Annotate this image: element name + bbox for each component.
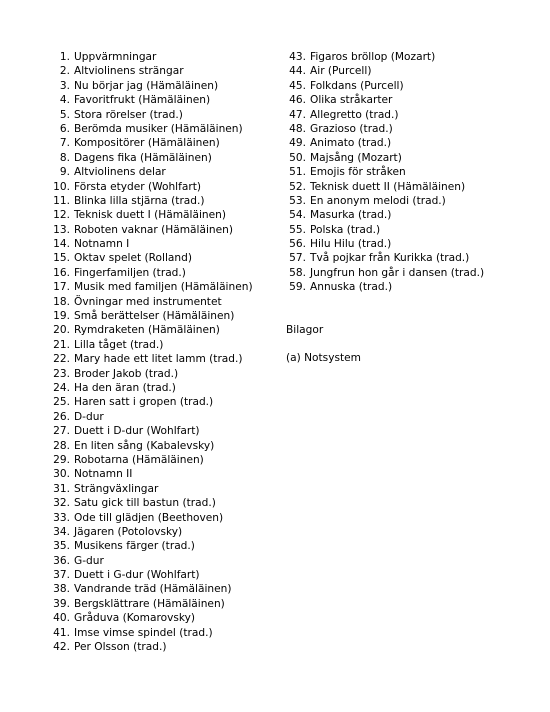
entry-title: Imse vimse spindel (trad.)	[74, 626, 213, 639]
contents-entry	[48, 266, 278, 280]
contents-entry	[48, 136, 278, 150]
contents-entry	[48, 280, 278, 294]
entry-title: Övningar med instrumentet	[74, 295, 222, 308]
contents-entry	[48, 424, 278, 438]
contents-entry	[284, 50, 544, 64]
entry-title: Bergsklättrare (Hämäläinen)	[74, 597, 225, 610]
entry-number: 36.	[53, 554, 70, 567]
entry-title: Dagens fika (Hämäläinen)	[74, 151, 212, 164]
entry-title: Roboten vaknar (Hämäläinen)	[74, 223, 234, 236]
entry-title: Emojis för stråken	[310, 166, 406, 179]
entry-title: Mary hade ett litet lamm (trad.)	[74, 353, 243, 366]
contents-entry	[48, 180, 278, 194]
entry-number: 31.	[53, 482, 70, 495]
entry-number: 35.	[53, 540, 70, 553]
entry-title: Nu börjar jag (Hämäläinen)	[74, 79, 219, 92]
entry-title: Gråduva (Komarovsky)	[74, 612, 196, 625]
entry-number: 21.	[53, 338, 70, 351]
entry-number: 5.	[59, 108, 70, 121]
entry-number: 54.	[289, 209, 306, 222]
contents-entry	[48, 338, 278, 352]
contents-entry	[48, 554, 278, 568]
entry-title: Två pojkar från Kurikka (trad.)	[310, 252, 470, 265]
contents-entry	[48, 208, 278, 222]
entry-number: 17.	[53, 281, 70, 294]
entry-number: 58.	[289, 266, 306, 279]
contents-entry	[48, 611, 278, 625]
entry-title: Olika stråkarter	[310, 94, 393, 107]
contents-entry	[48, 309, 278, 323]
contents-entry	[284, 266, 544, 280]
contents-entry	[284, 165, 544, 179]
entry-title: G-dur	[74, 554, 104, 567]
entry-number: 38.	[53, 583, 70, 596]
contents-entry	[48, 439, 278, 453]
entry-title: Teknisk duett II (Hämäläinen)	[310, 180, 466, 193]
entry-number: 27.	[53, 425, 70, 438]
entry-title: Per Olsson (trad.)	[74, 641, 167, 654]
entry-number: 19.	[53, 310, 70, 323]
entry-title: Broder Jakob (trad.)	[74, 367, 179, 380]
entry-number: 14.	[53, 238, 70, 251]
entry-title: Notnamn II	[74, 468, 133, 481]
entry-title: Satu gick till bastun (trad.)	[74, 497, 216, 510]
entry-title: Första etyder (Wohlfart)	[74, 180, 201, 193]
contents-entry	[48, 194, 278, 208]
contents-entry	[48, 323, 278, 337]
entry-title: Blinka lilla stjärna (trad.)	[74, 194, 205, 207]
contents-entry	[48, 251, 278, 265]
contents-entry	[48, 395, 278, 409]
contents-list-left	[48, 50, 278, 654]
contents-entry	[48, 410, 278, 424]
entry-title: Robotarna (Hämäläinen)	[74, 453, 204, 466]
entry-number: 37.	[53, 569, 70, 582]
entry-number: 2.	[59, 65, 70, 78]
contents-entry	[284, 208, 544, 222]
contents-entry	[48, 64, 278, 78]
entry-number: 13.	[53, 223, 70, 236]
entry-number: 10.	[53, 180, 70, 193]
entry-number: 33.	[53, 511, 70, 524]
contents-entry	[284, 122, 544, 136]
entry-title: Ha den äran (trad.)	[74, 381, 176, 394]
entry-title: Air (Purcell)	[310, 65, 372, 78]
contents-entry	[48, 367, 278, 381]
contents-entry	[48, 223, 278, 237]
entry-number: 42.	[53, 641, 70, 654]
contents-entry	[284, 237, 544, 251]
entry-number: 49.	[289, 137, 306, 150]
contents-entry	[284, 223, 544, 237]
contents-entry	[48, 525, 278, 539]
entry-title: Folkdans (Purcell)	[310, 79, 404, 92]
contents-entry	[284, 280, 544, 294]
entry-number: 43.	[289, 51, 306, 63]
contents-entry	[48, 482, 278, 496]
contents-entry	[48, 50, 278, 64]
entry-number: 7.	[59, 137, 70, 150]
entry-number: 52.	[289, 180, 306, 193]
entry-title: Oktav spelet (Rolland)	[74, 252, 192, 265]
entry-title: Berömda musiker (Hämäläinen)	[74, 122, 243, 135]
entry-title: Haren satt i gropen (trad.)	[74, 396, 214, 409]
contents-entry	[48, 582, 278, 596]
contents-entry	[48, 568, 278, 582]
entry-title: Jägaren (Potolovsky)	[74, 525, 183, 538]
entry-title: Polska (trad.)	[310, 223, 381, 236]
contents-entry	[48, 539, 278, 553]
entry-number: 6.	[59, 122, 70, 135]
contents-entry	[48, 352, 278, 366]
contents-entry	[48, 237, 278, 251]
entry-number: 24.	[53, 381, 70, 394]
entry-number: 46.	[289, 94, 306, 107]
entry-title: Masurka (trad.)	[310, 209, 392, 222]
appendix-heading: Bilagor	[286, 324, 324, 336]
contents-entry	[284, 93, 544, 107]
entry-number: 28.	[53, 439, 70, 452]
entry-number: 9.	[59, 166, 70, 179]
entry-number: 12.	[53, 209, 70, 222]
entry-number: 3.	[59, 79, 70, 92]
entry-title: Strängväxlingar	[74, 482, 159, 495]
entry-number: 20.	[53, 324, 70, 337]
entry-title: En liten sång (Kabalevsky)	[74, 439, 215, 452]
contents-entry	[48, 93, 278, 107]
appendix-item: (a) Notsystem	[286, 352, 361, 364]
entry-title: Kompositörer (Hämäläinen)	[74, 137, 220, 150]
entry-number: 25.	[53, 396, 70, 409]
contents-entry	[48, 122, 278, 136]
entry-number: 47.	[289, 108, 306, 121]
entry-title: Vandrande träd (Hämäläinen)	[74, 583, 232, 596]
entry-number: 41.	[53, 626, 70, 639]
entry-title: Stora rörelser (trad.)	[74, 108, 183, 121]
entry-title: Fingerfamiljen (trad.)	[74, 266, 186, 279]
entry-number: 53.	[289, 194, 306, 207]
entry-number: 15.	[53, 252, 70, 265]
contents-entry	[48, 165, 278, 179]
contents-entry	[48, 511, 278, 525]
entry-title: Rymdraketen (Hämäläinen)	[74, 324, 220, 337]
contents-entry	[48, 151, 278, 165]
entry-title: Duett i G-dur (Wohlfart)	[74, 569, 200, 582]
entry-title: Musikens färger (trad.)	[74, 540, 195, 553]
contents-entry	[284, 151, 544, 165]
entry-title: Annuska (trad.)	[310, 281, 393, 294]
entry-title: Hilu Hilu (trad.)	[310, 238, 392, 251]
entry-title: Grazioso (trad.)	[310, 122, 393, 135]
entry-number: 51.	[289, 166, 306, 179]
entry-number: 44.	[289, 65, 306, 78]
entry-title: Uppvärmningar	[74, 51, 157, 63]
contents-entry	[284, 79, 544, 93]
entry-number: 40.	[53, 612, 70, 625]
entry-title: Teknisk duett I (Hämäläinen)	[74, 209, 226, 222]
contents-entry	[48, 640, 278, 654]
entry-title: Lilla tåget (trad.)	[74, 338, 164, 351]
entry-title: En anonym melodi (trad.)	[310, 194, 446, 207]
contents-entry	[48, 453, 278, 467]
entry-title: Allegretto (trad.)	[310, 108, 399, 121]
entry-title: Små berättelser (Hämäläinen)	[74, 310, 235, 323]
entry-title: Duett i D-dur (Wohlfart)	[74, 425, 200, 438]
entry-title: Majsång (Mozart)	[310, 151, 402, 164]
entry-title: Figaros bröllop (Mozart)	[310, 51, 436, 63]
contents-entry	[48, 597, 278, 611]
entry-number: 1.	[59, 51, 70, 63]
entry-title: Musik med familjen (Hämäläinen)	[74, 281, 253, 294]
entry-number: 22.	[53, 353, 70, 366]
entry-number: 39.	[53, 597, 70, 610]
contents-entry	[284, 251, 544, 265]
entry-number: 18.	[53, 295, 70, 308]
entry-number: 45.	[289, 79, 306, 92]
contents-entry	[284, 194, 544, 208]
entry-title: Animato (trad.)	[310, 137, 392, 150]
entry-number: 29.	[53, 453, 70, 466]
entry-number: 55.	[289, 223, 306, 236]
contents-entry	[48, 381, 278, 395]
contents-entry	[48, 295, 278, 309]
entry-number: 8.	[59, 151, 70, 164]
entry-title: Jungfrun hon går i dansen (trad.)	[310, 266, 485, 279]
entry-title: Favoritfrukt (Hämäläinen)	[74, 94, 211, 107]
entry-title: Ode till glädjen (Beethoven)	[74, 511, 224, 524]
entry-number: 32.	[53, 497, 70, 510]
entry-number: 4.	[59, 94, 70, 107]
contents-entry	[284, 180, 544, 194]
contents-entry	[48, 626, 278, 640]
contents-entry	[48, 79, 278, 93]
contents-entry	[48, 467, 278, 481]
entry-title: D-dur	[74, 410, 104, 423]
entry-number: 11.	[53, 194, 70, 207]
contents-entry	[284, 108, 544, 122]
entry-number: 50.	[289, 151, 306, 164]
entry-number: 57.	[289, 252, 306, 265]
contents-entry	[284, 136, 544, 150]
contents-entry	[284, 64, 544, 78]
entry-number: 16.	[53, 266, 70, 279]
contents-entry	[48, 108, 278, 122]
entry-number: 26.	[53, 410, 70, 423]
contents-entry	[48, 496, 278, 510]
entry-number: 59.	[289, 281, 306, 294]
entry-title: Altviolinens delar	[74, 166, 166, 179]
entry-number: 34.	[53, 525, 70, 538]
contents-list-right	[284, 50, 544, 295]
entry-number: 23.	[53, 367, 70, 380]
entry-number: 30.	[53, 468, 70, 481]
entry-title: Notnamn I	[74, 238, 130, 251]
entry-title: Altviolinens strängar	[74, 65, 184, 78]
entry-number: 56.	[289, 238, 306, 251]
entry-number: 48.	[289, 122, 306, 135]
